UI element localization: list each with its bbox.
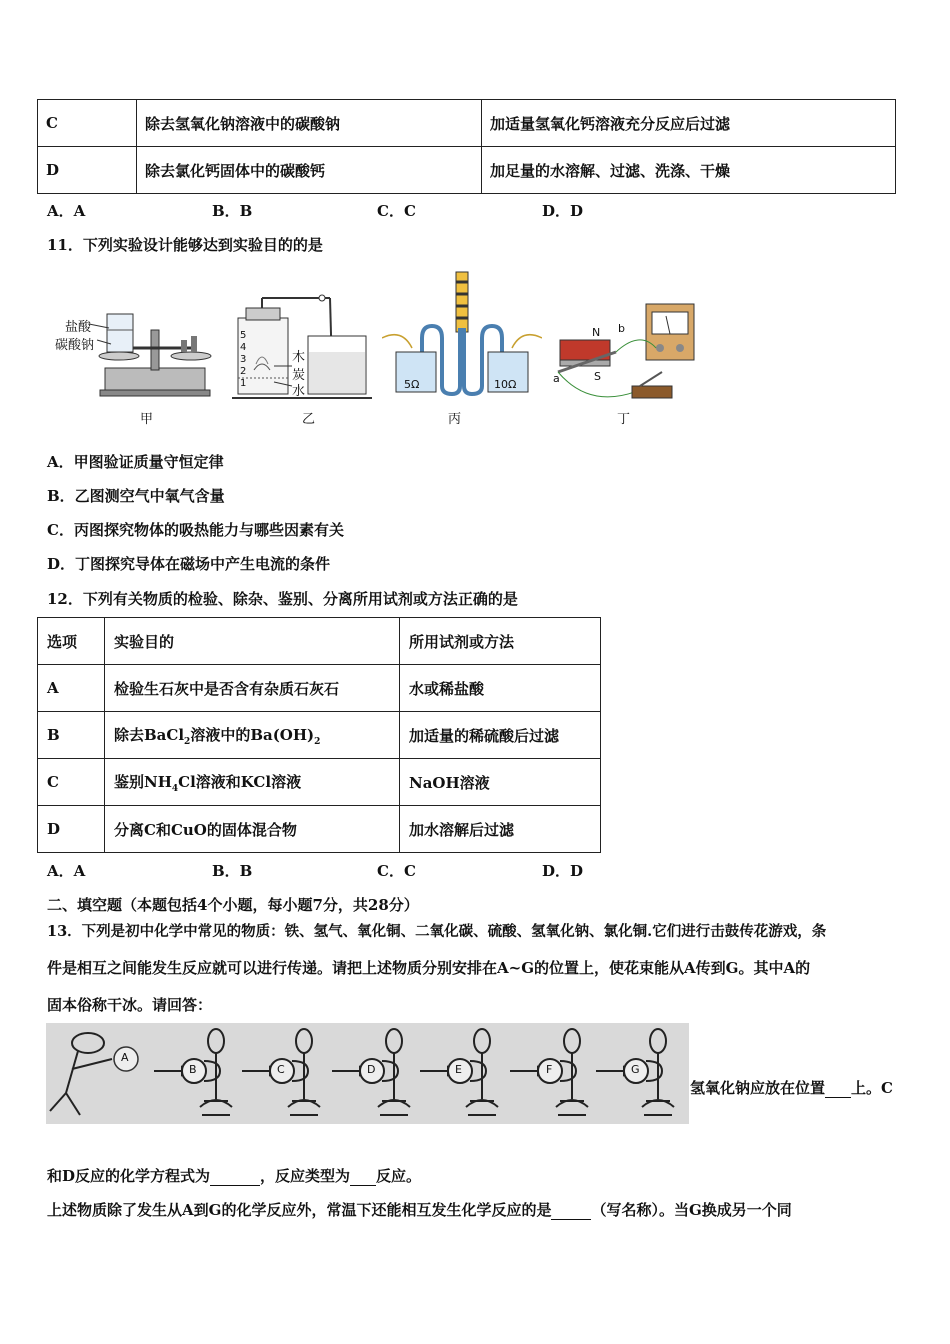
position-b: B xyxy=(189,1063,197,1076)
purpose-text: Cl溶液和KCl溶液 xyxy=(178,772,302,791)
side-text-post: 上。C xyxy=(851,1079,893,1097)
table-row xyxy=(38,665,601,712)
q12-purpose-cell: 分离C和CuO的固体混合物 xyxy=(105,806,400,853)
q12-option-cell: C xyxy=(38,759,105,806)
q12-choice-a[interactable]: A．A xyxy=(47,862,86,880)
q12-stem: 12．下列有关物质的检验、除杂、鉴别、分离所用试剂或方法正确的是 xyxy=(47,590,518,608)
q10-choice-d[interactable]: D．D xyxy=(542,202,584,220)
label-charcoal: 炭 xyxy=(292,368,306,383)
answer-blank-name[interactable] xyxy=(551,1201,591,1220)
q12-method-cell: 加水溶解后过滤 xyxy=(400,806,601,853)
line5-part-c: 反应。 xyxy=(376,1167,422,1185)
figure-ding xyxy=(550,300,700,410)
q12-choice-c[interactable]: C．C xyxy=(377,862,416,880)
q12-option-cell: A xyxy=(38,665,105,712)
q11-stem: 11．下列实验设计能够达到实验目的的是 xyxy=(47,236,323,254)
caption-yi: 乙 xyxy=(302,412,316,427)
q12-option-cell: B xyxy=(38,712,105,759)
label-wood: 木 xyxy=(292,350,306,365)
caption-bing: 丙 xyxy=(448,412,462,427)
label-resistor-5: 5Ω xyxy=(404,378,420,391)
line5-part-b: ，反应类型为 xyxy=(260,1167,351,1185)
q12-purpose-cell: 检验生石灰中是否含有杂质石灰石 xyxy=(105,665,400,712)
q10-purpose-cell: 除去氯化钙固体中的碳酸钙 xyxy=(137,147,482,194)
answer-blank-position[interactable] xyxy=(825,1079,851,1098)
q10-option-cell: D xyxy=(38,147,137,194)
q12-purpose-cell xyxy=(105,759,400,806)
q10-option-cell: C xyxy=(38,100,137,147)
line5-part-a: 和D反应的化学方程式为 xyxy=(47,1167,211,1185)
side-text-pre: 氢氧化钠应放在位置 xyxy=(690,1079,826,1097)
q13-line-3: 固本俗称干冰。请回答： xyxy=(47,996,213,1014)
subscript: 2 xyxy=(184,736,191,747)
subscript: 4 xyxy=(171,783,179,794)
answer-blank-equation[interactable] xyxy=(210,1167,260,1186)
q13-line-1: 13．下列是初中化学中常见的物质：铁、氢气、氧化铜、二氧化碳、硫酸、氢氧化钠、氯化铜.它们进行击鼓传花游戏，条 xyxy=(47,923,827,940)
table-row xyxy=(38,147,896,194)
position-c: C xyxy=(277,1063,285,1076)
figure-jia xyxy=(55,300,215,410)
q12-purpose-cell xyxy=(105,712,400,759)
q10-method-cell: 加适量氢氧化钙溶液充分反应后过滤 xyxy=(482,100,896,147)
q11-option-b[interactable]: B．乙图测空气中氧气含量 xyxy=(47,487,225,505)
line6-part-b: （写名称）。当G换成另一个同 xyxy=(591,1201,792,1219)
position-a: A xyxy=(121,1051,129,1064)
figure-bing xyxy=(382,268,542,398)
q11-option-d[interactable]: D．丁图探究导体在磁场中产生电流的条件 xyxy=(47,555,331,573)
header-purpose: 实验目的 xyxy=(105,618,400,665)
table-row xyxy=(38,806,601,853)
q12-method-cell: 水或稀盐酸 xyxy=(400,665,601,712)
purpose-text: 除去BaCl xyxy=(114,725,185,744)
subscript: 2 xyxy=(314,736,321,747)
header-option: 选项 xyxy=(38,618,105,665)
q10-purpose-cell: 除去氢氧化钠溶液中的碳酸钠 xyxy=(137,100,482,147)
line6-part-a: 上述物质除了发生从A到G的化学反应外，常温下还能相互发生化学反应的是 xyxy=(47,1201,552,1219)
q12-method-cell: NaOH溶液 xyxy=(400,759,601,806)
table-row xyxy=(38,712,601,759)
position-d: D xyxy=(367,1063,376,1076)
tick-5: 5 xyxy=(240,330,247,341)
table-header-row xyxy=(38,618,601,665)
q11-option-c[interactable]: C．丙图探究物体的吸热能力与哪些因素有关 xyxy=(47,521,344,539)
q12-table xyxy=(37,617,601,853)
label-water: 水 xyxy=(292,384,306,399)
tick-3: 3 xyxy=(240,354,247,365)
purpose-text: 鉴别NH xyxy=(114,772,172,791)
q12-option-cell: D xyxy=(38,806,105,853)
answer-blank-reaction-type[interactable] xyxy=(350,1167,376,1186)
q12-method-cell: 加适量的稀硫酸后过滤 xyxy=(400,712,601,759)
q10-choice-c[interactable]: C．C xyxy=(377,202,416,220)
q10-method-cell: 加足量的水溶解、过滤、洗涤、干燥 xyxy=(482,147,896,194)
position-f: F xyxy=(546,1063,553,1076)
label-sodium-carbonate: 碳酸钠 xyxy=(55,338,95,353)
q12-choice-d[interactable]: D．D xyxy=(542,862,584,880)
caption-jia: 甲 xyxy=(140,412,154,427)
section-heading: 二、填空题（本题包括4个小题，每小题7分，共28分） xyxy=(47,896,419,914)
caption-ding: 丁 xyxy=(617,412,631,427)
label-a: a xyxy=(553,372,560,385)
position-g: G xyxy=(631,1063,640,1076)
header-method: 所用试剂或方法 xyxy=(400,618,601,665)
purpose-text: 溶液中的Ba(OH) xyxy=(190,725,315,744)
q10-choice-a[interactable]: A．A xyxy=(47,202,86,220)
tick-1: 1 xyxy=(240,378,247,389)
table-row xyxy=(38,759,601,806)
q10-table xyxy=(37,99,896,194)
tick-4: 4 xyxy=(240,342,247,353)
q13-side-text xyxy=(690,1077,893,1098)
tick-2: 2 xyxy=(240,366,247,377)
label-b: b xyxy=(618,322,625,335)
q13-line-2: 件是相互之间能发生反应就可以进行传递。请把上述物质分别安排在A~G的位置上，使花束能从A传到G。其中A的 xyxy=(47,959,811,977)
table-row xyxy=(38,100,896,147)
position-e: E xyxy=(455,1063,462,1076)
figure-yi xyxy=(232,270,372,400)
label-resistor-10: 10Ω xyxy=(494,378,517,391)
q13-line-6 xyxy=(47,1199,792,1220)
q12-choice-b[interactable]: B．B xyxy=(212,862,253,880)
q11-option-a[interactable]: A．甲图验证质量守恒定律 xyxy=(47,453,224,471)
q13-line-5 xyxy=(47,1165,421,1186)
label-north: N xyxy=(592,326,601,339)
label-south: S xyxy=(594,370,601,383)
induction-illustration xyxy=(550,300,700,410)
q10-choice-b[interactable]: B．B xyxy=(212,202,253,220)
pass-the-flower-figure xyxy=(46,1023,689,1124)
label-hydrochloric-acid: 盐酸 xyxy=(65,320,92,335)
